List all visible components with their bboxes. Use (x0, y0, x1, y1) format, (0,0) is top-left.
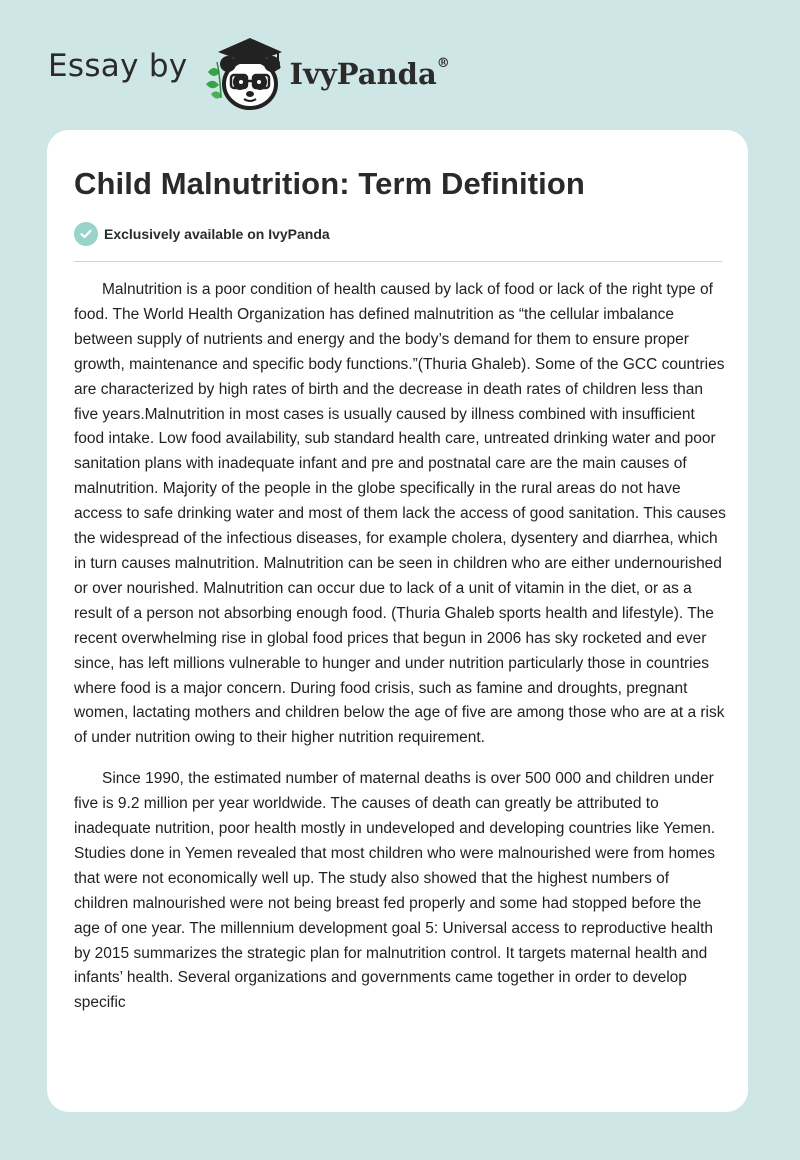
essay-card (47, 130, 748, 1112)
divider (74, 261, 722, 262)
exclusive-badge-label: Exclusively available on IvyPanda (104, 226, 330, 242)
paragraph: Malnutrition is a poor condition of health caused by lack of food or lack of the right type of food. The World Health Organization has defined malnutrition as “the cellular imbalance between supply of nutrients and energy and the body’s demand for them to ensure proper growth, maintenance and specific body functions.”(Thuria Ghaleb). Some of the GCC countries are characterized by high rates of birth and the decrease in death rates of children less than five years.Malnutrition in most cases is usually caused by illness combined with insufficient food intake. Low food availability, sub standard health care, untreated drinking water and poor sanitation plans with inadequate infant and pre and postnatal care are the main causes of malnutrition. Majority of the people in the globe specifically in the rural areas do not have access to safe drinking water and most of them lack the access of good sanitation. This causes the widespread of the infectious diseases, for example cholera, dysentery and diarrhea, which in turn causes malnutrition. Malnutrition can be seen in children who are either undernourished or over nourished. Malnutrition can occur due to lack of a unit of vitamin in the diet, or as a result of a person not absorbing enough food. (Thuria Ghaleb sports health and lifestyle). The recent overwhelming rise in global food prices that begun in 2006 has sky rocketed and ever since, has left millions vulnerable to hunger and under nutrition particularly those in countries where food is a major concern. During food crisis, such as famine and droughts, pregnant women, lactating mothers and children below the age of five are among those who are at a risk of under nutrition owing to their higher nutrition requirement. (74, 281, 726, 747)
ivy-leaf-icon (206, 62, 222, 99)
ivypanda-logo[interactable] (202, 32, 288, 112)
check-icon (74, 222, 98, 246)
brand-text: IvyPanda (289, 57, 437, 91)
essay-title: Child Malnutrition: Term Definition (74, 166, 585, 201)
brand-name[interactable] (290, 57, 450, 91)
paragraph: Since 1990, the estimated number of maternal deaths is over 500 000 and children under five is 9.2 million per year worldwide. The causes of death can greatly be attributed to inadequate nutrition, poor health mostly in undeveloped and developing countries like Yemen. Studies done in Yemen revealed that most children who were malnourished were from homes that were not economically well up. The study also showed that the highest numbers of children malnourished were not being breast fed properly and some had stopped before the age of one year. The millennium development goal 5: Universal access to reproductive health by 2015 summarizes the strategic plan for malnutrition control. It targets maternal health and infants’ health. Several organizations and governments came together in order to develop specific (74, 770, 716, 1012)
registered-mark: ® (436, 56, 450, 72)
site-header (48, 32, 450, 112)
exclusive-badge (74, 222, 330, 246)
essay-by-label: Essay by (48, 48, 188, 84)
panda-mascot-icon (202, 32, 288, 112)
essay-body (74, 278, 726, 1032)
